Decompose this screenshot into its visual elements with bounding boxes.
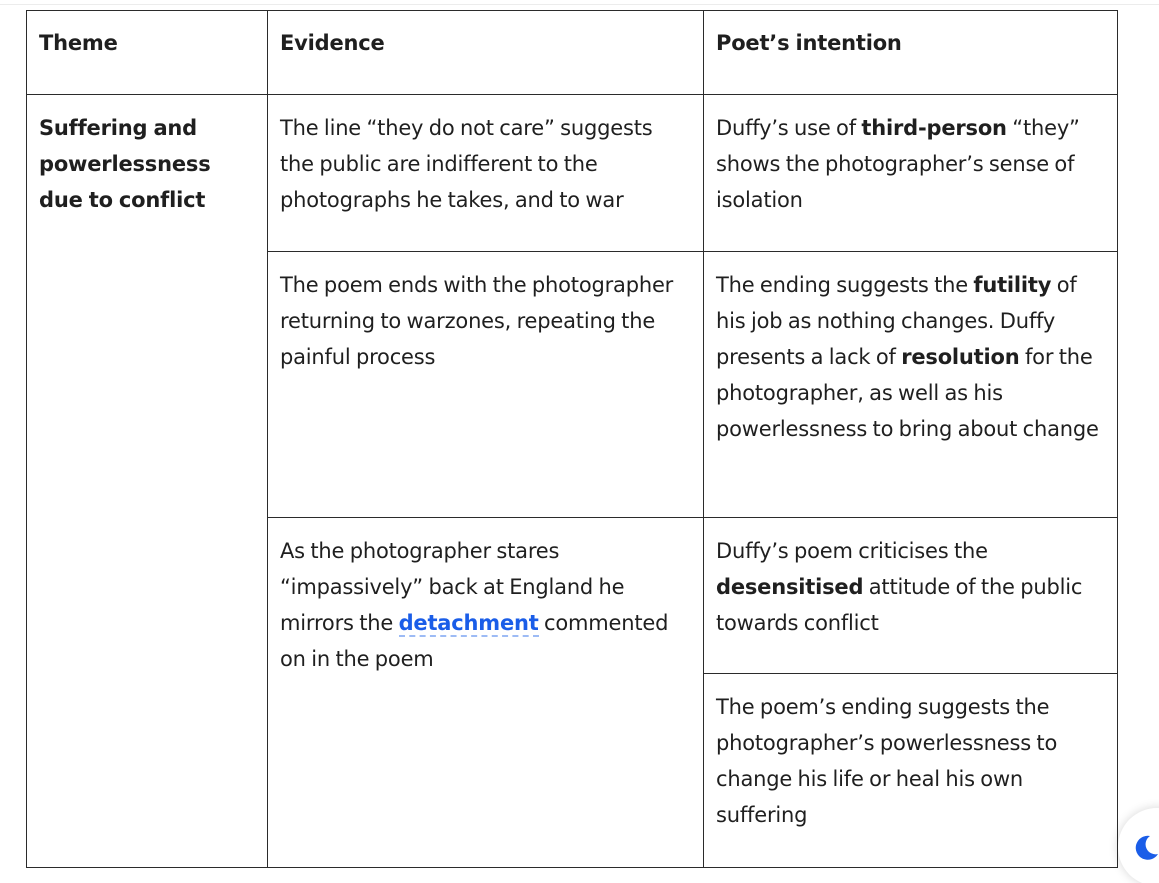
- key-term: desensitised: [716, 574, 864, 599]
- header-theme: Theme: [27, 11, 268, 95]
- intention-cell: [704, 251, 1118, 517]
- header-poets-intention: Poet’s intention: [704, 11, 1118, 95]
- intention-text: Duffy’s use of: [716, 116, 862, 141]
- intention-cell: The poem’s ending suggests the photographer’s powerlessness to change his life or heal his own suffering: [704, 674, 1118, 868]
- revision-table: [26, 10, 1118, 868]
- intention-text: of his job as nothing changes. Duffy presents a lack of: [716, 272, 1077, 369]
- evidence-cell: The poem ends with the photographer returning to warzones, repeating the painful process: [268, 251, 704, 517]
- table-row: [27, 95, 1118, 252]
- intention-text: “they” shows the photographer’s sense of isolation: [716, 116, 1080, 213]
- evidence-cell: The line “they do not care” suggests the public are indifferent to the photographs he takes, and to war: [268, 95, 704, 252]
- theme-toggle-button[interactable]: [1118, 808, 1159, 883]
- theme-cell: Suffering and powerlessness due to conflict: [27, 95, 268, 868]
- page-top-divider: [0, 4, 1159, 5]
- key-term: third-person: [861, 116, 1007, 141]
- header-evidence: Evidence: [268, 11, 704, 95]
- intention-text: The ending suggests the: [716, 272, 974, 297]
- evidence-text: As the photographer stares “impassively” back at England he mirrors the: [280, 538, 625, 635]
- table-header-row: [27, 11, 1118, 95]
- evidence-cell: [268, 517, 704, 867]
- intention-cell: [704, 517, 1118, 674]
- evidence-text: commented on in the poem: [280, 610, 669, 671]
- intention-text: attitude of the public towards conflict: [716, 574, 1083, 635]
- glossary-link-detachment[interactable]: detachment: [398, 610, 539, 635]
- intention-text: for the photographer, as well as his powerlessness to bring about change: [716, 344, 1099, 441]
- key-term: futility: [973, 272, 1052, 297]
- moon-icon: [1132, 834, 1159, 862]
- intention-cell: [704, 95, 1118, 252]
- intention-text: Duffy’s poem criticises the: [716, 538, 988, 563]
- key-term: resolution: [901, 344, 1020, 369]
